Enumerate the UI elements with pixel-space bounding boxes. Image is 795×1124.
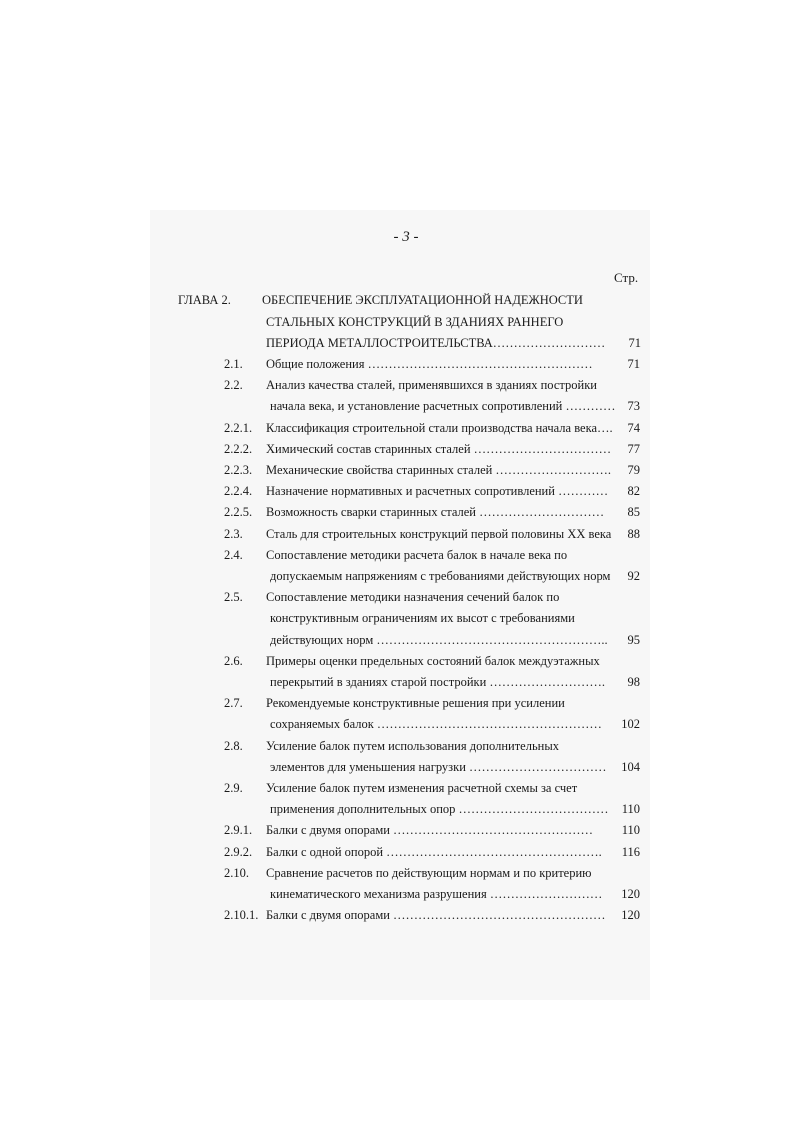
toc-entry-text: Сталь для строительных конструкций первой половины XX века	[266, 526, 612, 541]
toc-entry-page: 71	[627, 357, 640, 371]
toc-entry-number: 2.10.	[224, 865, 249, 880]
toc-entry-text: Сопоставление методики расчета балок в начале века по	[266, 547, 568, 562]
toc-entry-text: Рекомендуемые конструктивные решения при усилении	[266, 696, 565, 711]
toc-entry-number: 2.9.2.	[224, 844, 253, 859]
toc-entry-number: 2.5.	[224, 590, 243, 605]
toc-entry-page: 92	[627, 569, 640, 583]
toc-entry-page: 102	[621, 717, 640, 732]
toc-entry-text: допускаемым напряжениям с требованиями действующих норм	[270, 569, 611, 583]
toc-entry-page: 77	[627, 441, 640, 456]
page-column-label: Стр.	[614, 270, 639, 285]
toc-entry-text: Механические свойства старинных сталей ……………………….	[266, 463, 612, 477]
toc-entry-text: Сравнение расчетов по действующим нормам и по критерию	[266, 865, 592, 880]
toc-entry-number: 2.7.	[224, 696, 243, 711]
toc-entry-text: сохраняемых балок ………………………………………………	[270, 717, 602, 732]
toc-entry-text: кинематического механизма разрушения ………………………	[270, 887, 603, 901]
toc-entry-number: 2.2.2.	[224, 441, 253, 456]
toc-entry-number: 2.4.	[224, 547, 243, 562]
toc-entry-text: Возможность сварки старинных сталей …………………………	[266, 505, 605, 520]
chapter-title-line: ПЕРИОДА МЕТАЛЛОСТРОИТЕЛЬСТВА………………………	[266, 336, 606, 350]
toc-entry-page: 98	[627, 675, 640, 689]
toc-entry-number: 2.2.4.	[224, 484, 253, 499]
toc-entry-page: 73	[627, 399, 640, 414]
toc-entry-number: 2.2.3.	[224, 463, 253, 477]
toc-entry-page: 79	[627, 463, 640, 477]
toc-entry-number: 2.9.	[224, 781, 243, 795]
toc-entry-text: действующих норм ………………………………………………..	[270, 632, 608, 647]
toc-entry-page: 95	[627, 632, 640, 647]
chapter-title-line: ОБЕСПЕЧЕНИЕ ЭКСПЛУАТАЦИОННОЙ НАДЕЖНОСТИ	[262, 293, 583, 307]
toc-entry-number: 2.2.1.	[224, 420, 253, 435]
toc-entry-number: 2.3.	[224, 526, 243, 541]
chapter-page: 71	[628, 336, 641, 350]
toc-entry-text: Классификация строительной стали производства начала века….	[266, 420, 613, 435]
toc-entry-text: Общие положения ………………………………………………	[266, 357, 593, 371]
toc-entry-number: 2.8.	[224, 738, 243, 753]
toc-entry-text: начала века, и установление расчетных сопротивлений …………	[270, 399, 616, 414]
toc-entry-page: 74	[627, 420, 640, 435]
toc-entry-text: Усиление балок путем изменения расчетной схемы за счет	[266, 781, 578, 795]
toc-entry-text: Балки с одной опорой …………………………………………….	[266, 844, 602, 859]
toc-entry-number: 2.2.5.	[224, 505, 253, 520]
toc-entry-page: 116	[621, 844, 640, 859]
toc-entry-page: 110	[621, 823, 640, 838]
toc-entry-text: конструктивным ограничениям их высот с требованиями	[270, 611, 575, 626]
page-number: - 3 -	[393, 229, 419, 245]
toc-entry-number: 2.6.	[224, 653, 243, 668]
toc-entry-page: 82	[627, 484, 640, 499]
toc-entry-text: Балки с двумя опорами ……………………………………………	[266, 908, 606, 923]
toc-entry-page: 85	[627, 505, 640, 520]
toc-entry-page: 120	[621, 887, 640, 901]
toc-entry-number: 2.9.1.	[224, 823, 253, 838]
toc-entry-page: 88	[627, 526, 640, 541]
toc-entry-text: Назначение нормативных и расчетных сопротивлений …………	[266, 484, 609, 499]
chapter-title-line: СТАЛЬНЫХ КОНСТРУКЦИЙ В ЗДАНИЯХ РАННЕГО	[266, 315, 564, 329]
toc-entry-number: 2.1.	[224, 357, 243, 371]
toc-entry-number: 2.10.1.	[224, 908, 259, 923]
toc-entry-text: Примеры оценки предельных состояний балок междуэтажных	[266, 653, 600, 668]
toc-entry-text: Анализ качества сталей, применявшихся в зданиях постройки	[266, 378, 597, 393]
toc-entry-page: 104	[621, 759, 640, 774]
toc-entry-text: Химический состав старинных сталей ……………………………	[266, 441, 612, 456]
toc-entry-text: Усиление балок путем использования дополнительных	[266, 738, 560, 753]
chapter-label: ГЛАВА 2.	[178, 293, 231, 307]
toc-entry-text: применения дополнительных опор ………………………………	[270, 802, 609, 817]
toc-entry-page: 120	[621, 908, 640, 923]
toc-entry-text: Балки с двумя опорами …………………………………………	[266, 823, 594, 838]
toc-entry-number: 2.2.	[224, 378, 243, 393]
toc-entry-text: элементов для уменьшения нагрузки ……………………………	[270, 759, 607, 774]
toc-entry-text: Сопоставление методики назначения сечений балок по	[266, 590, 560, 605]
toc-entry-text: перекрытий в зданиях старой постройки ……………………….	[270, 675, 606, 689]
toc-entry-page: 110	[621, 802, 640, 817]
